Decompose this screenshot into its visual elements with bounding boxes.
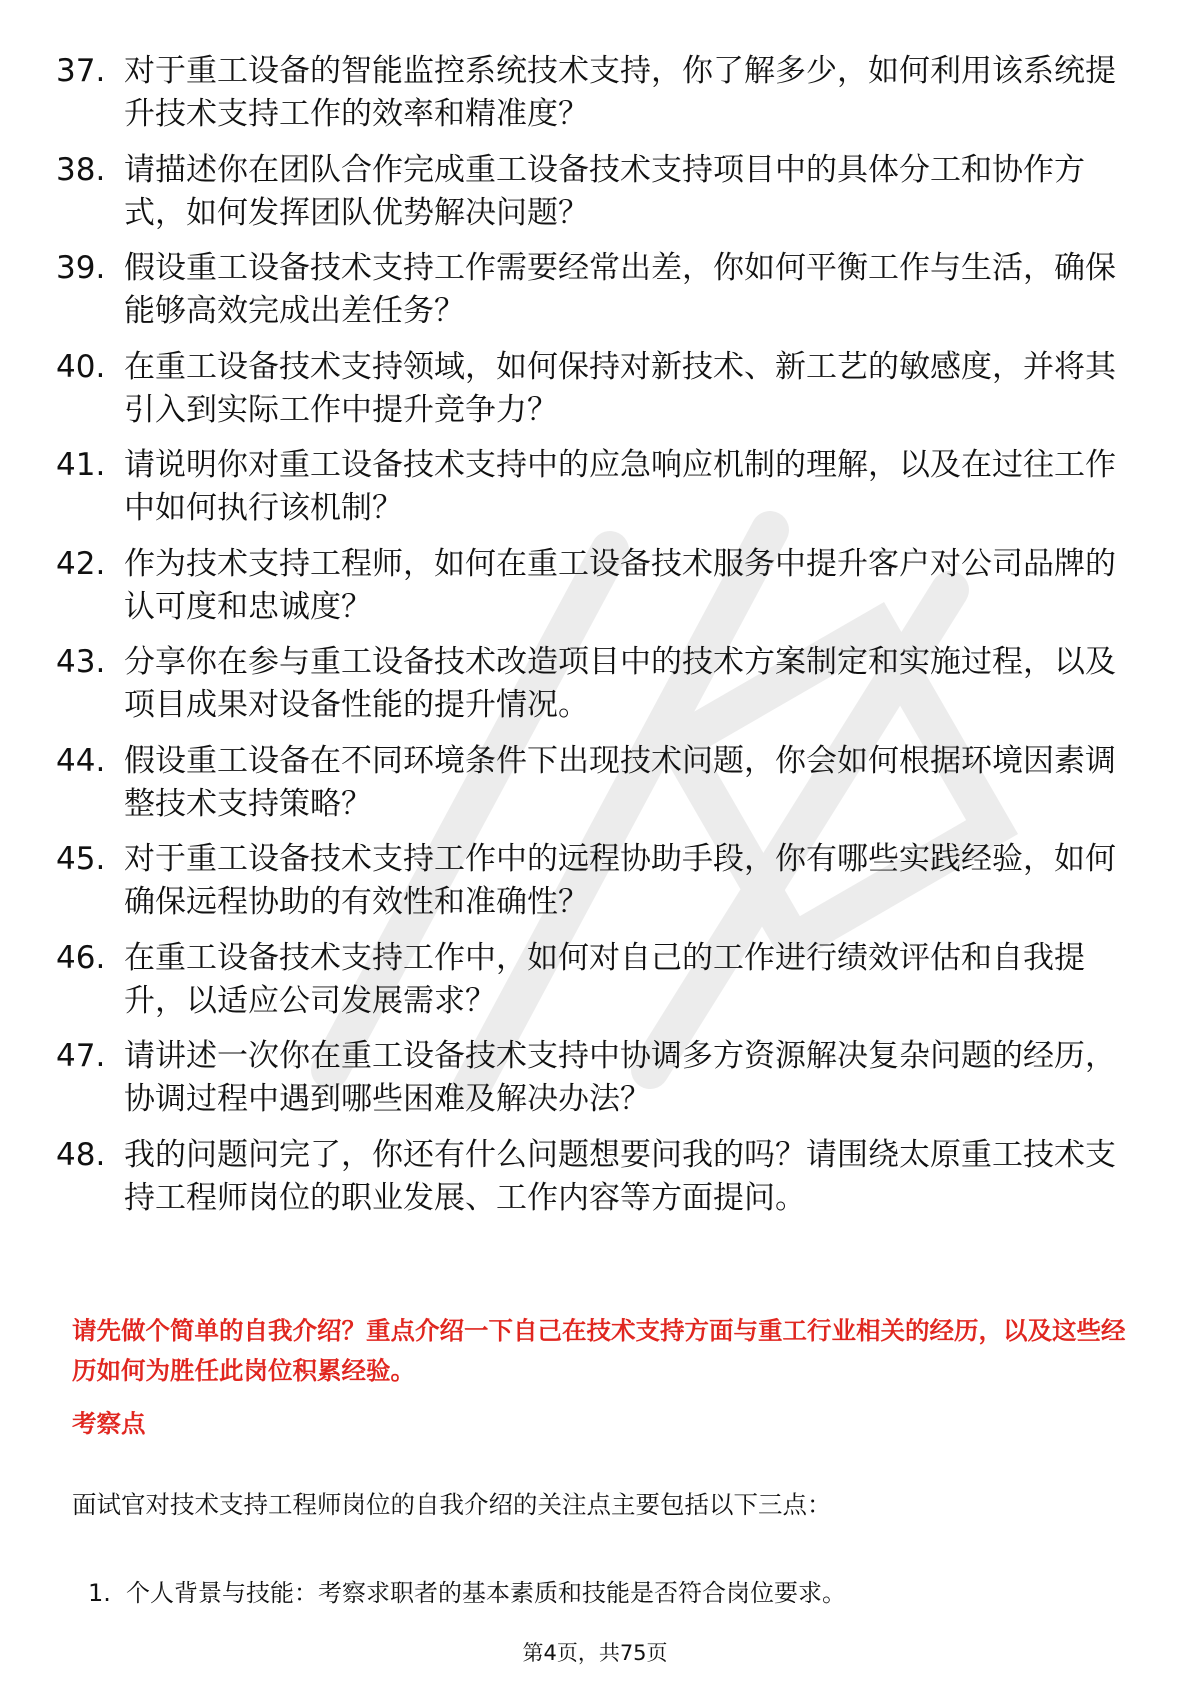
question-number: 37.: [56, 53, 106, 89]
intro-paragraph: 面试官对技术支持工程师岗位的自我介绍的关注点主要包括以下三点：: [72, 1490, 832, 1519]
question-item: [56, 50, 1136, 136]
point-text: 个人背景与技能：考察求职者的基本素质和技能是否符合岗位要求。: [126, 1579, 846, 1607]
question-text: 请说明你对重工设备技术支持中的应急响应机制的理解，以及在过往工作中如何执行该机制？: [124, 447, 1116, 526]
question-item: [56, 1035, 1136, 1121]
question-item: [56, 149, 1136, 235]
question-item: [56, 740, 1136, 826]
highlight-question: 请先做个简单的自我介绍？重点介绍一下自己在技术支持方面与重工行业相关的经历，以及这些经历如何为胜任此岗位积累经验。: [72, 1316, 1126, 1385]
question-text: 我的问题问完了，你还有什么问题想要问我的吗？请围绕太原重工技术支持工程师岗位的职业发展、工作内容等方面提问。: [124, 1136, 1116, 1216]
question-item: [56, 247, 1136, 333]
question-item: [56, 641, 1136, 727]
section-heading: 考察点: [72, 1409, 146, 1438]
question-text: 假设重工设备在不同环境条件下出现技术问题，你会如何根据环境因素调整技术支持策略？: [124, 742, 1116, 822]
question-text: 在重工设备技术支持领域，如何保持对新技术、新工艺的敏感度，并将其引入到实际工作中提升竞争力？: [124, 348, 1116, 428]
question-number: 48.: [56, 1136, 106, 1173]
question-text: 请讲述一次你在重工设备技术支持中协调多方资源解决复杂问题的经历，协调过程中遇到哪些困难及解决办法？: [124, 1038, 1116, 1117]
question-number: 44.: [56, 742, 106, 779]
question-text: 对于重工设备的智能监控系统技术支持，你了解多少，如何利用该系统提升技术支持工作的效率和精准度？: [124, 53, 1116, 132]
question-item: [56, 838, 1136, 924]
page-footer: 第4页，共75页: [522, 1641, 668, 1665]
question-number: 42.: [56, 545, 106, 582]
list-item: [88, 1576, 846, 1610]
question-text: 对于重工设备技术支持工作中的远程协助手段，你有哪些实践经验，如何确保远程协助的有效性和准确性？: [124, 841, 1116, 920]
question-item: [56, 444, 1136, 530]
question-list: [56, 50, 1136, 1232]
question-number: 46.: [56, 939, 106, 976]
question-item: [56, 346, 1136, 432]
question-number: 40.: [56, 348, 106, 385]
question-item: [56, 543, 1136, 629]
question-number: 39.: [56, 250, 106, 286]
question-number: 47.: [56, 1038, 106, 1074]
question-text: 假设重工设备技术支持工作需要经常出差，你如何平衡工作与生活，确保能够高效完成出差任务？: [124, 250, 1116, 329]
question-number: 38.: [56, 151, 106, 188]
question-item: [56, 1134, 1136, 1220]
question-number: 43.: [56, 644, 106, 680]
question-text: 在重工设备技术支持工作中，如何对自己的工作进行绩效评估和自我提升，以适应公司发展需求？: [124, 939, 1085, 1019]
question-text: 作为技术支持工程师，如何在重工设备技术服务中提升客户对公司品牌的认可度和忠诚度？: [124, 545, 1116, 625]
question-text: 请描述你在团队合作完成重工设备技术支持项目中的具体分工和协作方式，如何发挥团队优势解决问题？: [124, 151, 1085, 231]
points-list: [88, 1576, 846, 1610]
question-item: [56, 937, 1136, 1023]
point-number: 1.: [88, 1579, 111, 1607]
question-number: 41.: [56, 447, 106, 483]
question-text: 分享你在参与重工设备技术改造项目中的技术方案制定和实施过程，以及项目成果对设备性能的提升情况。: [124, 644, 1116, 723]
question-number: 45.: [56, 841, 106, 877]
